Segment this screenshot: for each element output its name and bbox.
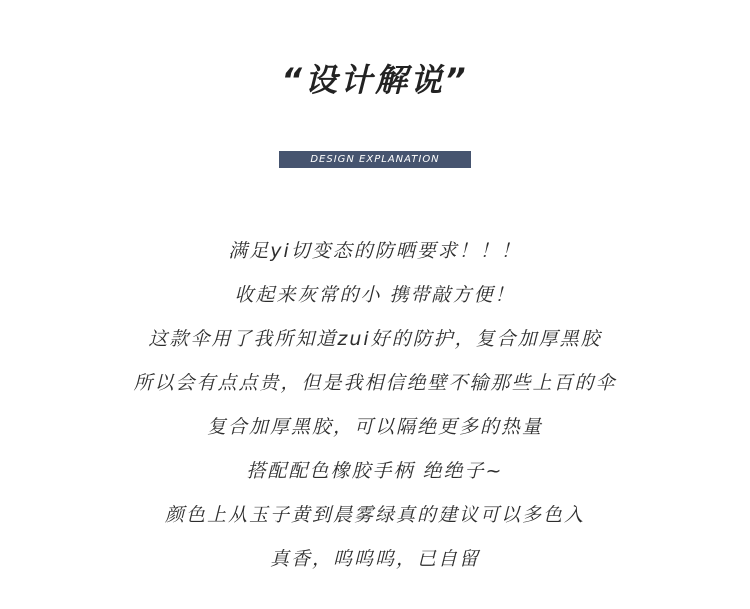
description-line: 满足yi切变态的防晒要求！！！ [228,240,522,262]
description-line: 收起来灰常的小 携带敲方便！ [234,284,516,306]
description-text-block [0,229,750,581]
description-line: 搭配配色橡胶手柄 绝绝子~ [246,460,504,482]
description-line: 复合加厚黑胶，可以隔绝更多的热量 [206,416,543,438]
subtitle-banner: DESIGN EXPLANATION [279,151,471,168]
description-line: 这款伞用了我所知道zui好的防护，复合加厚黑胶 [148,328,602,350]
description-line: 所以会有点点贵，但是我相信绝壁不输那些上百的伞 [133,372,617,394]
page-title: “设计解说” [281,61,469,99]
description-line: 真香，呜呜呜，已自留 [269,548,480,570]
description-line: 颜色上从玉子黄到晨雾绿真的建议可以多色入 [164,504,585,526]
